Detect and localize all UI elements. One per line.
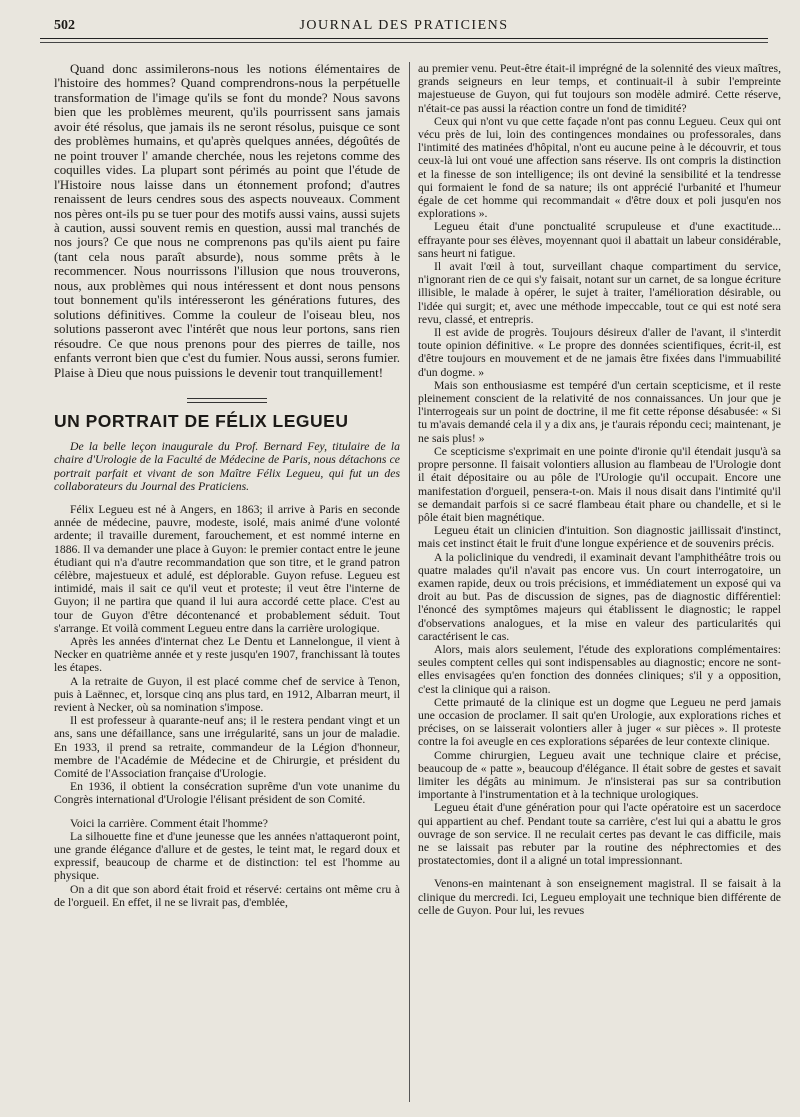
paragraph: Après les années d'internat chez Le Dentu et Lannelongue, il vient à Necker en quatrième année et y reste jusqu'en 1907, franchissant là toutes les étapes. — [54, 635, 400, 675]
page-number: 502 — [54, 18, 75, 33]
journal-title: JOURNAL DES PRATICIENS — [299, 18, 509, 33]
paragraph: Il est professeur à quarante-neuf ans; il le restera pendant vingt et un ans, sans une défaillance, sans une irrégularité, sans un jour de maladie. En 1933, il prend sa retraite, commandeur de la Légion d'honneur, membre de l'Académie de Médecine et de Chirurgie, et président du Comité de l'Association française d'Urologie. — [54, 714, 400, 781]
paragraph: On a dit que son abord était froid et réservé: certains ont même cru à de l'orgueil. En effet, il ne se livrait pas, d'emblée, — [54, 882, 400, 909]
page-header — [40, 14, 768, 40]
article-lead: De la belle leçon inaugurale du Prof. Bernard Fey, titulaire de la chaire d'Urologie de la Faculté de Médecine de Paris, nous détachons ce portrait parfait et vivant de son Maître Félix Legueu, qui fut un des collaborateurs du Journal des Praticiens. — [54, 440, 400, 493]
paragraph: Il est avide de progrès. Toujours désireux d'aller de l'avant, il s'interdit toute opinion définitive. « Le propre des données scientifiques, écrit-il, est d'être toujours en mouvement et de ne jamais être fixées dans l'immuabilité d'un dogme. » — [418, 326, 781, 379]
header-rule — [40, 38, 768, 39]
spacer — [418, 867, 781, 877]
paragraph: Il avait l'œil à tout, surveillant chaque compartiment du service, n'ignorant rien de ce qui s'y faisait, notant sur un carnet, de sa longue écriture illisible, le malade à opérer, le sujet à traiter, l'amélioration désirable, ou l'idée qui surgit; et, avec une méthode impeccable, tout ce qui est noté sera revu, classé, et entrepris. — [418, 260, 781, 326]
column-divider — [409, 62, 410, 1102]
paragraph: Ce scepticisme s'exprimait en une pointe d'ironie qu'il étendait jusqu'à sa propre personne. Il faisait volontiers allusion au flambeau de l'Urologie dont il était dépositaire ou au pôle de l'Urologie qu'il occupait. Encore une manifestation d'orgueil, pensera-t-on. Mais il nous disait dans l'intimité qu'il se demandait parfois si ce sacré flambeau était phare ou chandelle, et si le pôle était bien magnétique. — [418, 444, 781, 524]
paragraph: Comme chirurgien, Legueu avait une technique claire et précise, beaucoup de « patte », beaucoup d'élégance. Il était sobre de gestes et savait limiter les dégâts au minimum. Je n'insisterai pas sur sa contribution importante à l'instrumentation et à la technique urologiques. — [418, 748, 781, 802]
ornamental-rule — [187, 398, 267, 403]
header-rule-thin — [40, 42, 768, 43]
article-title: UN PORTRAIT DE FÉLIX LEGUEU — [54, 410, 349, 431]
spacer — [54, 807, 400, 817]
paragraph: Legueu était d'une génération pour qui l'acte opératoire est un sacerdoce qui appartient au chef. Pendant toute sa carrière, c'est lui qui a abattu le gros ouvrage de son service. Il ne reculait certes pas devant le cas difficile, mais ne se laissait pas rebuter par la routine des néphrectomies et des prostatectomies, dont il a aligné un total impressionnant. — [418, 801, 781, 868]
paragraph: Félix Legueu est né à Angers, en 1863; il arrive à Paris en seconde année de médecine, pauvre, modeste, isolé, mais animé d'une volonté ardente; il travaille durement, farouchement, et est nommé interne en 1886. Il va demander une place à Guyon: le premier contact entre le jeune étudiant qui n'a d'autre recommandation que son titre, et le grand patron célèbre, majestueux et adulé, est déplorable. Guyon refuse. Legueu est intimidé, mais il sait ce qu'il veut et proteste; il veut être l'interne de Guyon; il ne partira que quand il lui aura accordé cette place. C'est au tour de Guyon d'être décontenancé et probablement séduit. Tout s'arrange. Et voilà comment Legueu entre dans la carrière urologique. — [54, 502, 400, 635]
paragraph: A la retraite de Guyon, il est placé comme chef de service à Tenon, puis à Laënnec, et, lorsque cinq ans plus tard, en 1912, Albarran meurt, il revient à Necker, où sa nomination s'impose. — [54, 674, 400, 715]
paragraph: Mais son enthousiasme est tempéré d'un certain scepticisme, et il reste pleinement conscient de la relativité de nos connaissances. Un jour que je l'interrogeais sur un point de doctrine, il me fit cette réponse désabusée: « Si tu m'avais demandé cela il y a dix ans, je t'aurais répondu ceci; maintenant, je ne sais plus! » — [418, 378, 781, 445]
intro-text — [54, 62, 400, 380]
paragraph: Cette primauté de la clinique est un dogme que Legueu ne perd jamais une occasion de proclamer. Il sait qu'en Urologie, aux explorations riches et précises, on se laisserait volontiers aller à juger « sur pièces ». Il proteste contre la foi aveugle en ces explorations séparées de leur contexte clinique. — [418, 695, 781, 749]
paragraph: A la policlinique du vendredi, il examinait devant l'amphithéâtre trois ou quatre malades qu'il n'avait pas encore vus. Un court interrogatoire, un examen rapide, deux ou trois précisions, et immédiatement un exposé qui va droit au but. Pas de discussion de signes, pas de diagnostic différentiel: l'énoncé des symptômes majeurs qui établissent le diagnostic; le rappel d'observations analogues, et la mise en valeur des particularités qui caractérisent le cas. — [418, 550, 781, 643]
paragraph: Legueu était d'une ponctualité scrupuleuse et d'une exactitude... effrayante pour ses élèves, moyennant quoi il abattait un labeur considérable, sans heurt ni fatigue. — [418, 220, 781, 260]
paragraph: La silhouette fine et d'une jeunesse que les années n'attaqueront point, une grande élégance d'allure et de gestes, le teint mat, le regard doux et expressif, beaucoup de charme et de distinction: tel est l'homme au physique. — [54, 829, 400, 883]
paragraph: au premier venu. Peut-être était-il imprégné de la solennité des vieux maîtres, grands seigneurs en leur temps, et continuait-il à subir l'empreinte majestueuse de Guyon, qui fut toujours son modèle admiré. Cette réserve, n'était-ce pas aussi la réaction contre un fond de timidité? — [418, 62, 781, 115]
article-heading — [54, 398, 400, 431]
intro-paragraph: Quand donc assimilerons-nous les notions élémentaires de l'histoire des hommes? Quand comprendrons-nous la perpétuelle transformation de l'image qu'ils se font du monde? Nous savons bien que les problèmes meurent, qu'ils pourrissent sans jamais avoir été résolus, que jamais ils ne seront résolus, puisque ce sont des problèmes humains, et qu'après quelques années, dégoûtés de ne point trouver l' amande cherchée, nous les rejetons comme des coquilles vides. La plupart sont périmés au point que l'étude de l'Histoire nous laisse dans un étonnement profond; d'autres renaissent de leurs cendres sous des aspects nouveaux. Comment nos pères ont-ils pu se tuer pour des motifs aussi vains, aussi sujets à caution, aussi souvent remis en question, aussi mal tranchés de nos jours? Ce que nous ne comprenons pas qu'ils aient pu faire (tant cela nous paraît absurde), nous somme prêts à le recommencer. Nous nourrissons l'illusion que nous trouverons, nous, aux problèmes qui nous intéressent et dont nous pensons tout bonnement qu'ils intéresseront les générations futures, des solutions définitives. Comme la couleur de l'oiseau bleu, nos solutions passeront avec l'intérêt que nous leur portons, sans rien résoudre. Ce que nous prenons pour des pierres de taille, nos enfants verront bien que c'est du fumier. Nous aussi, serons fumier. Plaise à Dieu que nous puissions le devenir tout tranquillement! — [54, 62, 400, 380]
paragraph: En 1936, il obtient la consécration suprême d'un vote unanime du Congrès international d'Urologie l'élisant président de son Comité. — [54, 780, 400, 807]
paragraph: Venons-en maintenant à son enseignement magistral. Il se faisait à la clinique du mercredi. Ici, Legueu employait une technique bien différente de celle de Guyon. Pour lui, les revues — [418, 877, 781, 917]
left-column — [54, 62, 400, 1102]
paragraph: Alors, mais alors seulement, l'étude des explorations complémentaires: seules comptent celles qui sont indispensables au diagnostic; encore ne sont-elles envisagées qu'en fonction des données cliniques; s'il y a opposition, c'est la clinique qui a raison. — [418, 642, 781, 696]
paragraph: Legueu était un clinicien d'intuition. Son diagnostic jaillissait d'instinct, mais cet instinct était le fruit d'une longue expérience et de souvenirs précis. — [418, 524, 781, 551]
paragraph: Voici la carrière. Comment était l'homme? — [70, 816, 268, 830]
paragraph: Ceux qui n'ont vu que cette façade n'ont pas connu Legueu. Ceux qui ont vécu près de lui, loin des contingences mondaines ou professorales, dans l'intimité des matinées d'hôpital, n'ont eu aucune peine à le découvrir, et tous ceux-là lui ont voué une affection sans réserve. Ils ont compris la distinction et la finesse de son intelligence; ils ont deviné la sensibilité et la tendresse qui formaient le fond de sa nature; ils ont apprécié l'urbanité et l'humeur égale de cet homme qui recommandait « d'être doux et poli jusqu'en nos explorations ». — [418, 114, 781, 221]
right-column — [418, 62, 781, 1102]
